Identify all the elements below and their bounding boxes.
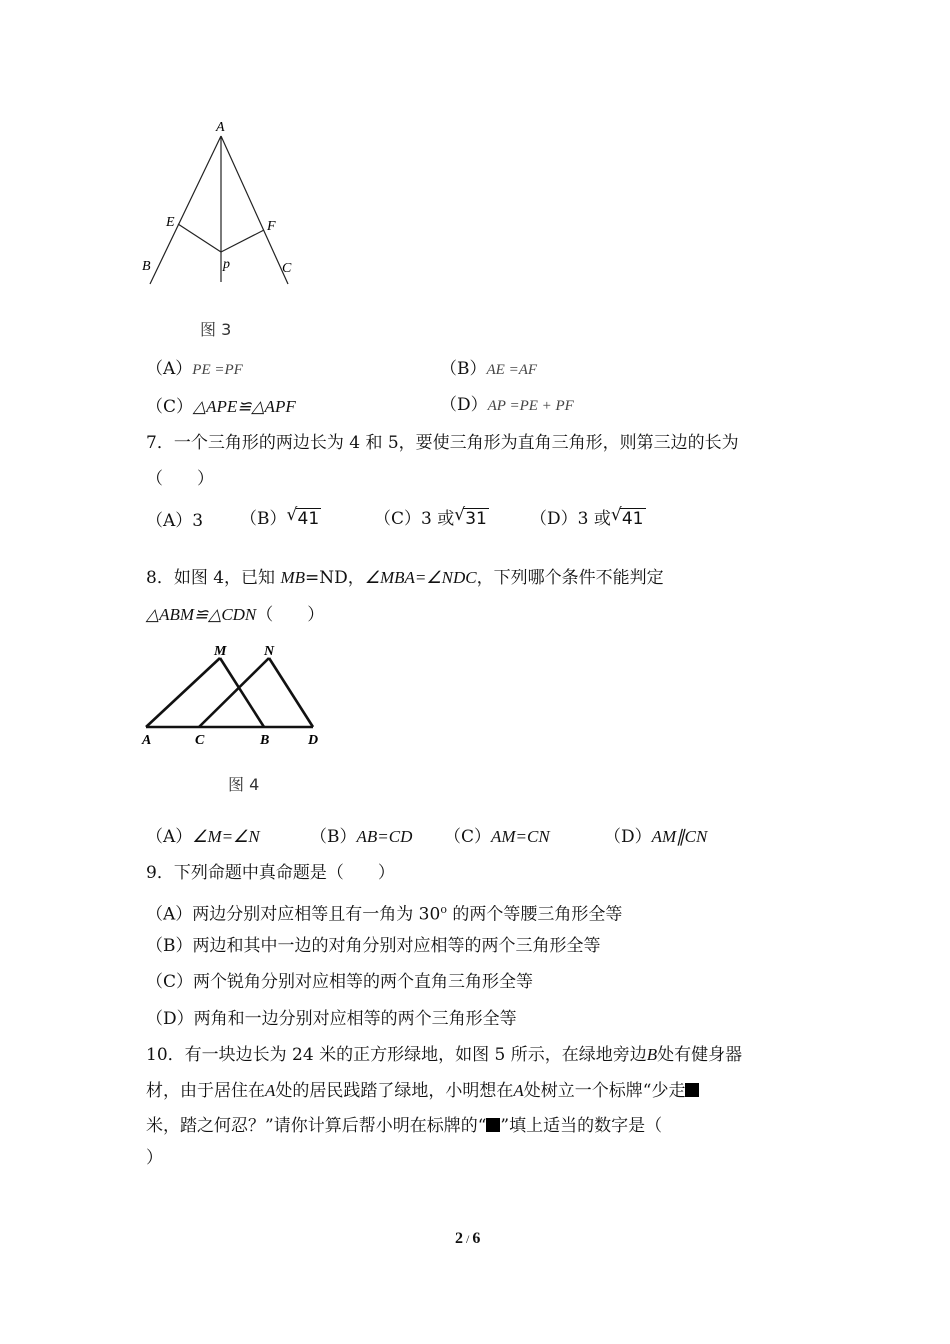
q8-number: 8．如图 4，已知 bbox=[146, 568, 281, 588]
option-text-post: 的两个等腰三角形全等 bbox=[446, 904, 623, 925]
q8-rest: ，下列哪个条件不能判定 bbox=[476, 568, 664, 588]
q7-option-a: （A）3 bbox=[146, 511, 204, 531]
label-A: A bbox=[142, 733, 152, 748]
q8-paren: （ ） bbox=[256, 605, 325, 625]
figure-3-caption: 图 3 bbox=[200, 320, 232, 339]
sqrt-expression: √ 41 bbox=[286, 505, 320, 529]
label-P: p bbox=[223, 257, 230, 272]
q8-stem bbox=[146, 567, 664, 589]
var-A: A bbox=[265, 1081, 276, 1100]
q10-text: 10．有一块边长为 24 米的正方形绿地，如图 5 所示，在绿地旁边 bbox=[146, 1045, 647, 1065]
q10-text: 处的居民践踏了绿地，小明想在 bbox=[275, 1081, 514, 1101]
option-label: （D）3 或 bbox=[530, 509, 611, 529]
option-label: （D） bbox=[440, 395, 488, 415]
q9-option-d: （D）两角和一边分别对应相等的两个三角形全等 bbox=[146, 1009, 517, 1029]
option-text: PE =PF bbox=[192, 362, 243, 378]
q10-text: 材，由于居住在 bbox=[146, 1081, 265, 1101]
q8-option-c bbox=[444, 826, 550, 848]
q8-option-b bbox=[310, 826, 412, 848]
q8-congruence: △ABM≌△CDN bbox=[146, 605, 257, 624]
q10-line2 bbox=[146, 1080, 699, 1102]
q7-option-d bbox=[530, 505, 646, 530]
option-label: （C） bbox=[146, 397, 194, 417]
line-F-P bbox=[221, 230, 264, 252]
option-text: △APE≌△APF bbox=[193, 397, 296, 416]
black-square-icon bbox=[486, 1118, 500, 1132]
label-F: F bbox=[267, 219, 276, 234]
option-text: AM∥CN bbox=[651, 827, 708, 846]
option-label: （D） bbox=[604, 827, 652, 847]
q7-stem: 7．一个三角形的两边长为 4 和 5，要使三角形为直角三角形，则第三边的长为 bbox=[146, 433, 739, 453]
q9-option-c: （C）两个锐角分别对应相等的两个直角三角形全等 bbox=[146, 972, 534, 992]
q8-line2 bbox=[146, 604, 324, 626]
q7-option-b bbox=[240, 505, 321, 530]
option-label: （A） bbox=[146, 359, 193, 379]
q6-option-c bbox=[146, 396, 296, 418]
label-B: B bbox=[142, 259, 151, 274]
var-B: B bbox=[646, 1045, 658, 1064]
option-text: AM=CN bbox=[491, 827, 550, 846]
label-A: A bbox=[216, 120, 225, 135]
label-E: E bbox=[166, 215, 175, 230]
option-text: ∠M=∠N bbox=[192, 827, 260, 846]
figure-3 bbox=[130, 112, 310, 297]
line-E-P bbox=[178, 224, 221, 252]
figure-4-caption: 图 4 bbox=[228, 775, 260, 794]
label-C: C bbox=[195, 733, 205, 748]
q10-line1 bbox=[146, 1044, 742, 1066]
q9-option-b: （B）两边和其中一边的对角分别对应相等的两个三角形全等 bbox=[146, 936, 601, 956]
option-text: AE =AF bbox=[486, 362, 538, 378]
line-A-B bbox=[150, 136, 221, 284]
sqrt-expression: √ 31 bbox=[454, 505, 487, 529]
var-A: A bbox=[513, 1081, 524, 1100]
option-text: AB=CD bbox=[356, 827, 413, 846]
q8-option-a bbox=[146, 826, 260, 848]
total-pages: 6 bbox=[472, 1230, 481, 1247]
option-label: （C） bbox=[444, 827, 492, 847]
line-N-D bbox=[269, 658, 313, 727]
line-A-C bbox=[221, 136, 288, 284]
q6-option-d bbox=[440, 394, 574, 417]
q7-option-c bbox=[374, 505, 489, 530]
page-number bbox=[455, 1230, 480, 1248]
q8-angle-condition: ∠MBA=∠NDC bbox=[364, 568, 477, 587]
degree-sign: o bbox=[440, 903, 447, 916]
option-label: （B） bbox=[240, 509, 287, 529]
option-label: （B） bbox=[440, 359, 487, 379]
radicand: 41 bbox=[621, 509, 644, 529]
q8-nd: =ND， bbox=[305, 568, 365, 588]
q10-line3 bbox=[146, 1115, 662, 1137]
black-square-icon bbox=[685, 1083, 699, 1097]
option-label: （C）3 或 bbox=[374, 509, 455, 529]
label-C: C bbox=[282, 261, 292, 276]
current-page: 2 bbox=[455, 1230, 463, 1247]
label-D: D bbox=[308, 733, 319, 748]
page-separator: / bbox=[463, 1232, 473, 1246]
option-text-pre: （A）两边分别对应相等且有一角为 30 bbox=[146, 904, 441, 925]
q10-line4: ） bbox=[146, 1148, 163, 1168]
q8-mb: MB bbox=[280, 568, 305, 587]
option-text: AP =PE + PF bbox=[487, 398, 574, 414]
figure-4 bbox=[136, 638, 336, 748]
q9-stem: 9．下列命题中真命题是（ ） bbox=[146, 863, 395, 883]
option-label: （B） bbox=[310, 827, 357, 847]
label-M: M bbox=[214, 644, 227, 659]
q6-option-b bbox=[440, 358, 537, 381]
sqrt-expression: √ 41 bbox=[610, 505, 644, 529]
q10-text: 处有健身器 bbox=[657, 1045, 743, 1065]
radicand: 41 bbox=[297, 509, 320, 529]
q9-option-a bbox=[146, 899, 622, 926]
option-label: （A） bbox=[146, 827, 193, 847]
label-B: B bbox=[260, 733, 270, 748]
radicand: 31 bbox=[465, 509, 487, 529]
q10-text: 米，踏之何忍？”请你计算后帮小明在标牌的“ bbox=[146, 1116, 487, 1136]
q6-option-a bbox=[146, 358, 243, 381]
label-N: N bbox=[264, 644, 275, 659]
q10-text: 处树立一个标牌“少走 bbox=[523, 1081, 686, 1101]
q7-paren: （ ） bbox=[146, 469, 214, 489]
q8-option-d bbox=[604, 826, 707, 848]
q10-text: ”填上适当的数字是（ bbox=[500, 1116, 663, 1136]
